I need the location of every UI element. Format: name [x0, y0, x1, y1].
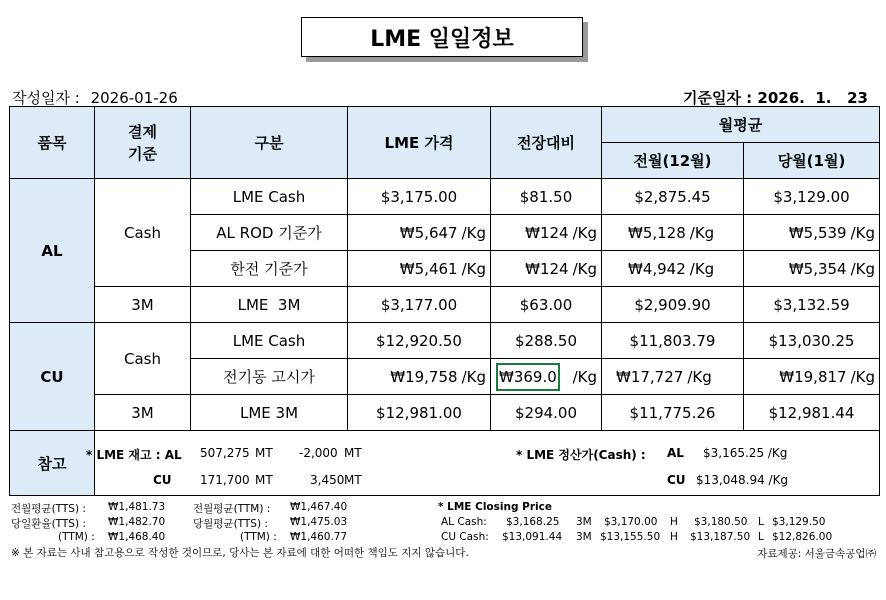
footer-value: ₩1,467.40 — [290, 501, 348, 513]
settle-al-3m: 3M — [95, 287, 191, 323]
item-al: AL — [10, 179, 95, 323]
footer-value: ₩1,475.03 — [290, 516, 348, 528]
footer-value: ₩1,481.73 — [108, 501, 166, 513]
closing-cu-l: $12,826.00 — [772, 531, 833, 543]
lme-price-table — [9, 106, 880, 496]
stock-label: * LME 재고 : AL — [86, 448, 182, 462]
diff-value: ₩124 — [525, 223, 569, 242]
unit-label: /Kg — [850, 259, 876, 278]
closing-al-cash-label: AL Cash: — [441, 516, 487, 528]
closing-cu-3m: $13,155.50 — [600, 531, 661, 543]
closing-al-h-label: H — [670, 516, 678, 528]
price-cell — [348, 215, 491, 251]
closing-al-l: $3,129.50 — [772, 516, 826, 528]
price-value: ₩5,461 — [399, 259, 458, 278]
header-category: 구분 — [191, 107, 348, 179]
closing-al-3m-label: 3M — [576, 516, 592, 528]
reference-content — [86, 431, 880, 496]
price-cell: $12,981.00 — [348, 395, 491, 431]
header-lme-price: LME 가격 — [348, 107, 491, 179]
settle-al-cash: Cash — [95, 179, 191, 287]
settle-al-label: AL — [667, 446, 684, 460]
price-cell: $3,177.00 — [348, 287, 491, 323]
base-date-label: 기준일자 : — [683, 89, 753, 107]
curr-avg-cell — [744, 359, 880, 395]
page-title: LME 일일정보 — [301, 17, 583, 57]
curr-avg-cell — [744, 251, 880, 287]
diff-cell: $288.50 — [491, 323, 602, 359]
curr-avg-cell: $12,981.44 — [744, 395, 880, 431]
curr-value: ₩5,539 — [788, 223, 847, 242]
prev-avg-cell: $2,875.45 — [602, 179, 744, 215]
unit-label: /Kg — [572, 223, 597, 242]
date-written — [12, 87, 178, 108]
curr-avg-cell — [744, 215, 880, 251]
stock-al-diff: -2,000 — [299, 446, 338, 460]
closing-al-l-label: L — [758, 516, 764, 528]
curr-value: ₩19,817 — [779, 367, 847, 386]
curr-avg-cell: $3,132.59 — [744, 287, 880, 323]
closing-cu-l-label: L — [758, 531, 764, 543]
price-cell: $3,175.00 — [348, 179, 491, 215]
settle-price-label: * LME 정산가(Cash) : — [516, 448, 646, 462]
closing-cu-cash-label: CU Cash: — [441, 531, 489, 543]
closing-cu-3m-label: 3M — [576, 531, 592, 543]
closing-cu-h: $13,187.50 — [690, 531, 751, 543]
diff-cell — [491, 251, 602, 287]
date-written-value: 2026-01-26 — [90, 89, 178, 107]
footer-value: ₩1,482.70 — [108, 516, 166, 528]
table-row — [10, 287, 880, 323]
settle-cu-value: $13,048.94 /Kg — [696, 473, 789, 487]
table-row — [10, 395, 880, 431]
unit-label: /Kg — [687, 367, 712, 386]
mt-unit: MT — [344, 446, 362, 460]
price-value: ₩5,647 — [399, 223, 458, 242]
category-cell: LME Cash — [191, 323, 348, 359]
footer-label: 전월평균(TTS) : — [11, 503, 86, 515]
settle-al-value: $3,165.25 /Kg — [703, 446, 788, 460]
header-item: 품목 — [10, 107, 95, 179]
disclaimer: ※ 본 자료는 사내 참고용으로 작성한 것이므로, 당사는 본 자료에 대한 어떠한 책임도 지지 않습니다. — [11, 547, 469, 559]
closing-al-h: $3,180.50 — [694, 516, 748, 528]
mt-unit: MT — [255, 473, 273, 487]
curr-value: ₩5,354 — [788, 259, 847, 278]
prev-avg-cell: $11,803.79 — [602, 323, 744, 359]
diff-cell[interactable] — [491, 359, 602, 395]
prev-value: ₩4,942 — [628, 259, 686, 278]
prev-avg-cell — [602, 251, 744, 287]
prev-avg-cell — [602, 359, 744, 395]
category-cell: LME 3M — [191, 395, 348, 431]
reference-label: 참고 — [10, 431, 95, 496]
footer-label: 당일환율(TTS) : — [11, 518, 86, 530]
unit-label: /Kg — [572, 367, 597, 386]
footer-label: 전월평균(TTM) : — [193, 503, 271, 515]
price-cell — [348, 359, 491, 395]
category-cell: 전기동 고시가 — [191, 359, 348, 395]
date-written-label: 작성일자 : — [12, 89, 80, 107]
prev-avg-cell: $2,909.90 — [602, 287, 744, 323]
diff-cell — [491, 215, 602, 251]
diff-value: ₩124 — [525, 259, 569, 278]
closing-cu-h-label: H — [670, 531, 678, 543]
header-monthly-avg: 월평균 — [602, 107, 880, 143]
item-cu: CU — [10, 323, 95, 431]
unit-label: /Kg — [461, 367, 486, 386]
curr-avg-cell: $13,030.25 — [744, 323, 880, 359]
footer-value: ₩1,468.40 — [108, 531, 166, 543]
closing-al-cash: $3,168.25 — [506, 516, 560, 528]
header-curr-month: 당월(1월) — [744, 143, 880, 179]
settle-cu-3m: 3M — [95, 395, 191, 431]
footer-label: (TTM) : — [240, 531, 277, 543]
unit-label: /Kg — [689, 223, 715, 242]
unit-label: /Kg — [850, 367, 876, 386]
data-source: 자료제공: 서울금속공업㈜ — [757, 548, 876, 560]
prev-value: ₩5,128 — [628, 223, 686, 242]
prev-avg-cell: $11,775.26 — [602, 395, 744, 431]
footer-value: ₩1,460.77 — [290, 531, 348, 543]
price-value: ₩19,758 — [390, 367, 458, 386]
footer-label: 당월평균(TTS) : — [193, 518, 268, 530]
diff-cell: $63.00 — [491, 287, 602, 323]
diff-cell: $81.50 — [491, 179, 602, 215]
closing-al-3m: $3,170.00 — [604, 516, 658, 528]
selected-cell-value[interactable]: ₩369.0 — [495, 362, 561, 392]
stock-cu: 171,700 — [200, 473, 250, 487]
unit-label: /Kg — [461, 223, 486, 242]
price-cell — [348, 251, 491, 287]
base-date-value: 2026. 1. 23 — [757, 89, 868, 107]
price-cell: $12,920.50 — [348, 323, 491, 359]
mt-unit: MT — [344, 473, 362, 487]
settle-cu-label: CU — [667, 473, 686, 487]
curr-avg-cell: $3,129.00 — [744, 179, 880, 215]
unit-label: /Kg — [850, 223, 876, 242]
stock-al: 507,275 — [200, 446, 250, 460]
category-cell: 한전 기준가 — [191, 251, 348, 287]
footer-line — [11, 501, 86, 516]
footer-label: (TTM) : — [58, 531, 95, 543]
header-settle: 결제 기준 — [95, 107, 191, 179]
category-cell: AL ROD 기준가 — [191, 215, 348, 251]
reference-row — [10, 431, 880, 496]
prev-avg-cell — [602, 215, 744, 251]
settle-cu-cash: Cash — [95, 323, 191, 395]
prev-value: ₩17,727 — [616, 367, 684, 386]
header-row — [10, 107, 880, 143]
unit-label: /Kg — [572, 259, 597, 278]
stock-cu-label: CU — [153, 473, 172, 487]
diff-cell: $294.00 — [491, 395, 602, 431]
unit-label: /Kg — [689, 259, 715, 278]
table-row — [10, 179, 880, 215]
header-prev-month: 전월(12월) — [602, 143, 744, 179]
base-date — [683, 87, 868, 108]
closing-cu-cash: $13,091.44 — [502, 531, 563, 543]
unit-label: /Kg — [461, 259, 486, 278]
mt-unit: MT — [255, 446, 273, 460]
closing-title: * LME Closing Price — [438, 501, 552, 513]
header-vs-prev: 전장대비 — [491, 107, 602, 179]
category-cell: LME Cash — [191, 179, 348, 215]
category-cell: LME 3M — [191, 287, 348, 323]
stock-cu-diff: 3,450 — [310, 473, 345, 487]
table-row — [10, 323, 880, 359]
